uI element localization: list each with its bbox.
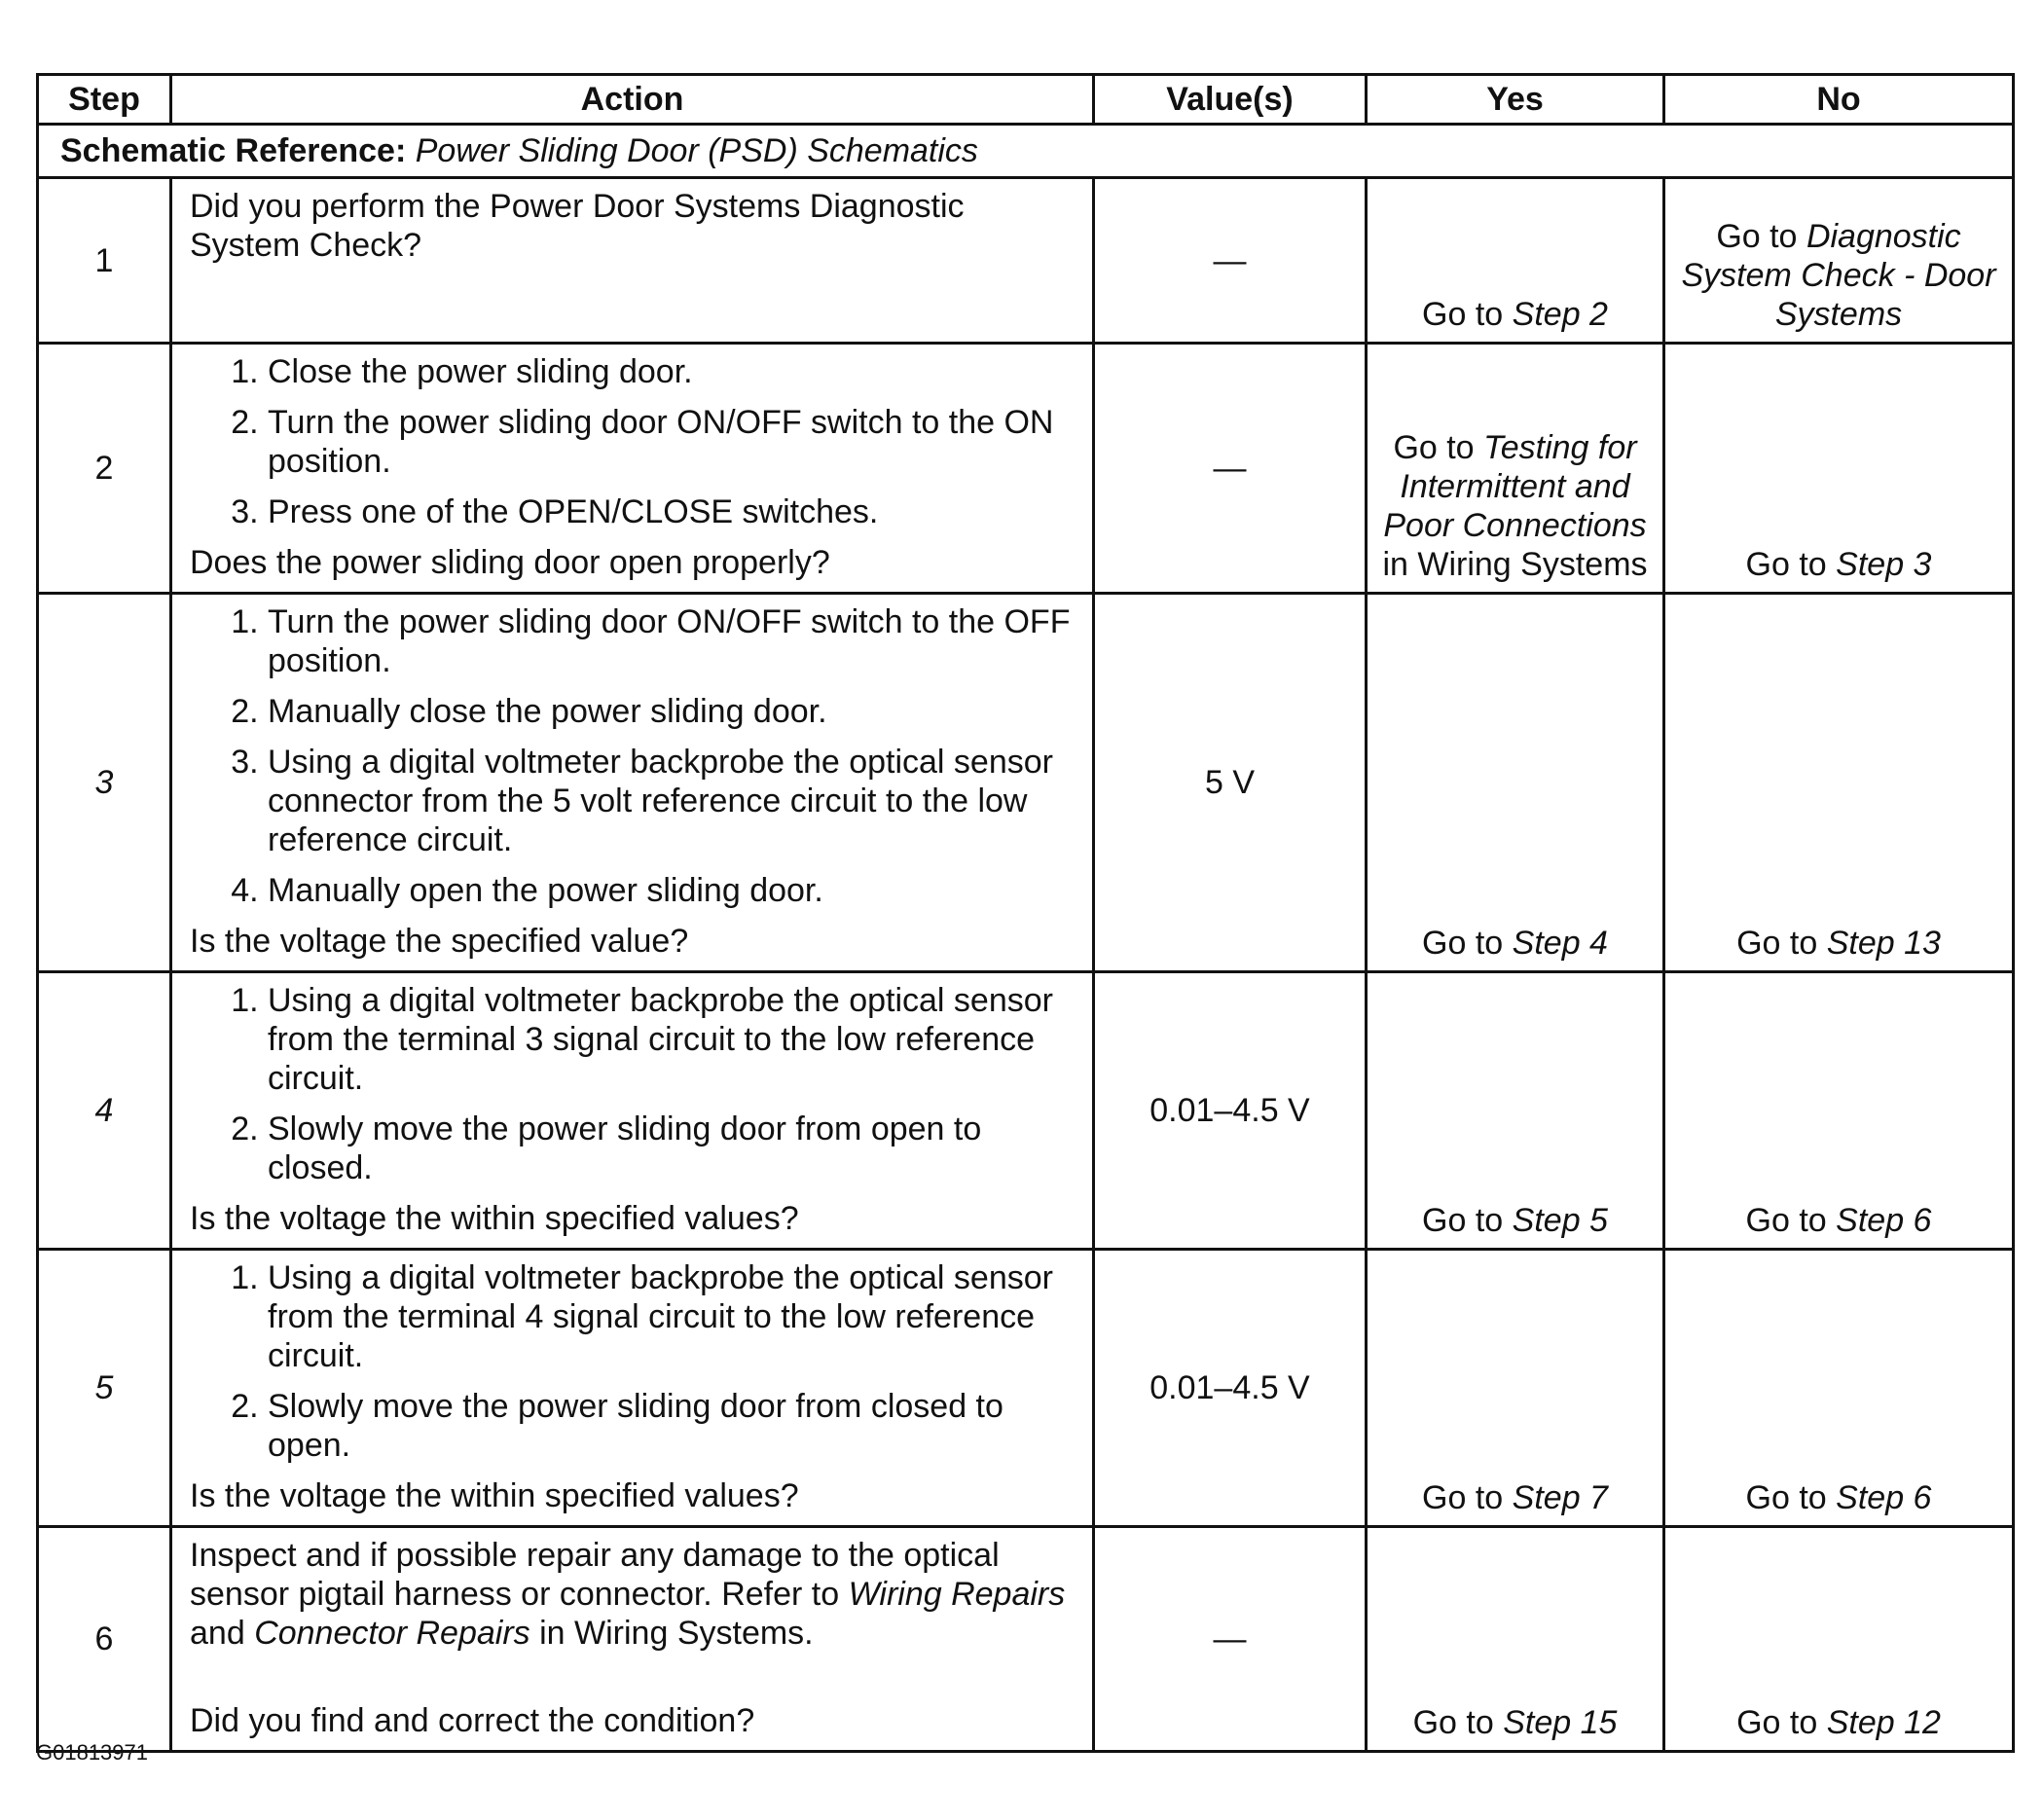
- connector-repairs-link[interactable]: Connector Repairs: [254, 1615, 530, 1652]
- action-list: [190, 1258, 1078, 1465]
- table-row: [38, 344, 2014, 594]
- yes-cell[interactable]: [1367, 1250, 1664, 1527]
- no-target[interactable]: Step 6: [1836, 1479, 1932, 1516]
- no-prefix: Go to: [1745, 1479, 1827, 1516]
- value-cell: 0.01–4.5 V: [1094, 1250, 1367, 1527]
- no-cell[interactable]: [1664, 594, 2014, 972]
- yes-cell[interactable]: [1367, 344, 1664, 594]
- schematic-reference-link[interactable]: Power Sliding Door (PSD) Schematics: [415, 132, 978, 169]
- action-text-part: and: [190, 1615, 245, 1652]
- action-item: 2. Slowly move the power sliding door from closed to open.: [268, 1387, 1078, 1465]
- yes-cell[interactable]: [1367, 178, 1664, 344]
- table-row: [38, 1250, 2014, 1527]
- yes-target[interactable]: Step 4: [1512, 925, 1608, 962]
- no-target[interactable]: Step 12: [1826, 1704, 1941, 1741]
- table-row: [38, 594, 2014, 972]
- header-yes: Yes: [1367, 75, 1664, 125]
- yes-target[interactable]: Step 5: [1512, 1202, 1608, 1239]
- yes-target[interactable]: Testing for Intermittent and Poor Connections: [1383, 429, 1647, 544]
- figure-id: G01813971: [36, 1740, 148, 1765]
- action-item: 3. Using a digital voltmeter backprobe the optical sensor connector from the 5 volt reference circuit to the low reference circuit.: [268, 743, 1078, 859]
- action-question: Does the power sliding door open properly?: [190, 544, 830, 581]
- schematic-reference-label: Schematic Reference:: [60, 132, 407, 169]
- action-item: 3. Press one of the OPEN/CLOSE switches.: [268, 492, 1078, 531]
- action-cell: [171, 1250, 1094, 1527]
- action-cell: [171, 1527, 1094, 1752]
- no-target[interactable]: Step 3: [1836, 546, 1932, 583]
- step-number: 4: [38, 972, 171, 1250]
- yes-prefix: Go to: [1422, 296, 1504, 333]
- no-prefix: Go to: [1736, 1704, 1818, 1741]
- value-cell: 5 V: [1094, 594, 1367, 972]
- schematic-reference-row: [38, 125, 2014, 178]
- no-cell[interactable]: [1664, 972, 2014, 1250]
- no-prefix: Go to: [1745, 546, 1827, 583]
- value-cell: 0.01–4.5 V: [1094, 972, 1367, 1250]
- yes-cell[interactable]: [1367, 1527, 1664, 1752]
- action-cell: [171, 972, 1094, 1250]
- header-action: Action: [171, 75, 1094, 125]
- value-cell: —: [1094, 344, 1367, 594]
- action-list: [190, 981, 1078, 1187]
- action-item: 1. Using a digital voltmeter backprobe the optical sensor from the terminal 3 signal circuit to the low reference circuit.: [268, 981, 1078, 1098]
- no-target[interactable]: Step 13: [1826, 925, 1941, 962]
- no-cell[interactable]: [1664, 1250, 2014, 1527]
- action-question: Is the voltage the specified value?: [190, 923, 689, 960]
- value-cell: —: [1094, 1527, 1367, 1752]
- action-cell: [171, 594, 1094, 972]
- yes-cell[interactable]: [1367, 594, 1664, 972]
- step-number: 2: [38, 344, 171, 594]
- action-cell: [171, 178, 1094, 344]
- no-prefix: Go to: [1745, 1202, 1827, 1239]
- action-item: 1. Using a digital voltmeter backprobe the optical sensor from the terminal 4 signal circuit to the low reference circuit.: [268, 1258, 1078, 1375]
- action-text-part: Inspect and if possible repair any damage to the optical sensor pigtail harness or connector. Refer to: [190, 1537, 1000, 1613]
- action-item: 4. Manually open the power sliding door.: [268, 871, 1078, 910]
- table-row: [38, 178, 2014, 344]
- yes-prefix: Go to: [1393, 429, 1475, 466]
- no-target[interactable]: Step 6: [1836, 1202, 1932, 1239]
- action-item: 1. Turn the power sliding door ON/OFF switch to the OFF position.: [268, 602, 1078, 680]
- no-cell[interactable]: [1664, 1527, 2014, 1752]
- action-text: [190, 1536, 1078, 1653]
- yes-cell[interactable]: [1367, 972, 1664, 1250]
- yes-prefix: Go to: [1422, 1479, 1504, 1516]
- yes-suffix: in Wiring Systems: [1382, 546, 1648, 583]
- yes-prefix: Go to: [1422, 925, 1504, 962]
- yes-prefix: Go to: [1422, 1202, 1504, 1239]
- action-list: [190, 602, 1078, 910]
- action-question: Is the voltage the within specified values?: [190, 1477, 799, 1514]
- header-no: No: [1664, 75, 2014, 125]
- step-number: 5: [38, 1250, 171, 1527]
- no-prefix: Go to: [1716, 218, 1798, 255]
- step-number: 3: [38, 594, 171, 972]
- action-item: 2. Turn the power sliding door ON/OFF switch to the ON position.: [268, 403, 1078, 481]
- step-number: 6: [38, 1527, 171, 1752]
- no-cell[interactable]: [1664, 178, 2014, 344]
- header-step: Step: [38, 75, 171, 125]
- no-prefix: Go to: [1736, 925, 1818, 962]
- no-cell[interactable]: [1664, 344, 2014, 594]
- action-list: [190, 352, 1078, 531]
- yes-target[interactable]: Step 7: [1512, 1479, 1608, 1516]
- action-item: 2. Manually close the power sliding door.: [268, 692, 1078, 731]
- table-row: [38, 972, 2014, 1250]
- step-number: 1: [38, 178, 171, 344]
- action-question: Did you find and correct the condition?: [190, 1702, 755, 1739]
- yes-target[interactable]: Step 15: [1503, 1704, 1618, 1741]
- action-item: 2. Slowly move the power sliding door from open to closed.: [268, 1110, 1078, 1187]
- header-row: [38, 75, 2014, 125]
- table-row: [38, 1527, 2014, 1752]
- yes-prefix: Go to: [1412, 1704, 1494, 1741]
- no-target[interactable]: Diagnostic System Check - Door Systems: [1681, 218, 1996, 333]
- action-item: 1. Close the power sliding door.: [268, 352, 1078, 391]
- action-question: Is the voltage the within specified values?: [190, 1200, 799, 1237]
- action-cell: [171, 344, 1094, 594]
- diagnostic-table: [36, 73, 2015, 1753]
- yes-target[interactable]: Step 2: [1512, 296, 1608, 333]
- header-values: Value(s): [1094, 75, 1367, 125]
- action-text: Did you perform the Power Door Systems Diagnostic System Check?: [190, 188, 965, 264]
- value-cell: —: [1094, 178, 1367, 344]
- action-text-part: in Wiring Systems.: [539, 1615, 814, 1652]
- wiring-repairs-link[interactable]: Wiring Repairs: [848, 1576, 1066, 1613]
- schematic-reference: [38, 125, 2014, 178]
